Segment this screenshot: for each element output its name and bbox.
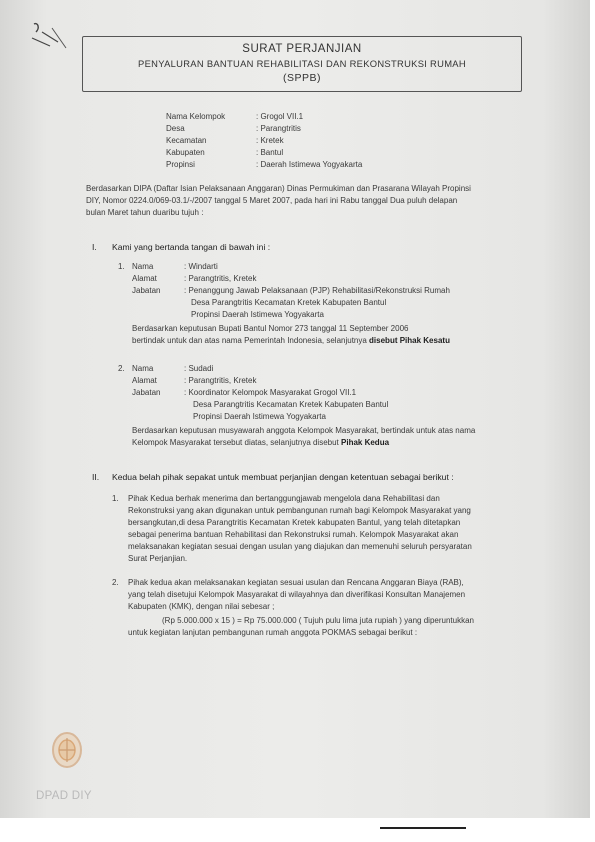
section2-heading: Kedua belah pihak sepakat untuk membuat perjanjian dengan ketentuan sebagai berikut : xyxy=(112,472,454,482)
intro-line: DIY, Nomor 0224.0/069-03.1/-/2007 tanggal 5 Maret 2007, pada hari ini Rabu tanggal Dua puluh delapan xyxy=(86,196,458,205)
clause1-line: sebagai penerima bantuan Rehabilitasi dan Rekonstruksi rumah. Kelompok Masyarakat akan xyxy=(128,530,459,539)
kelompok-value-nama: : Grogol VII.1 xyxy=(256,112,304,121)
clause2-line: yang telah disetujui Kelompok Masyarakat di wilayahnya dan diverifikasi Konsultan Manajemen xyxy=(128,590,466,599)
party2-value-jabatan: : Koordinator Kelompok Masyarakat Grogol VII.1 xyxy=(184,388,357,397)
intro-line: Berdasarkan DIPA (Daftar Isian Pelaksanaan Anggaran) Dinas Permukiman dan Prasarana Wilayah Propinsi xyxy=(86,184,471,193)
clause2-number: 2. xyxy=(112,578,119,587)
party1-acting xyxy=(132,336,450,345)
kelompok-label-kabupaten: Kabupaten xyxy=(166,148,205,157)
party2-basis: Berdasarkan keputusan musyawarah anggota Kelompok Masyarakat, bertindak untuk atas nama xyxy=(132,426,476,435)
party1-basis: Berdasarkan keputusan Bupati Bantul Nomor 273 tanggal 11 September 2006 xyxy=(132,324,409,333)
kelompok-label-propinsi: Propinsi xyxy=(166,160,195,169)
clause1-line: bersangkutan,di desa Parangtritis Kecamatan Kretek kabupaten Bantul, yang telah ditetapkan xyxy=(128,518,461,527)
document-code: (SPPB) xyxy=(282,72,321,84)
kelompok-label-kecamatan: Kecamatan xyxy=(166,136,207,145)
party2-label-jabatan: Jabatan xyxy=(132,388,161,397)
party2-acting-text: Kelompok Masyarakat tersebut diatas, selanjutnya disebut xyxy=(132,438,342,447)
intro-line: bulan Maret tahun duaribu tujuh : xyxy=(86,208,204,217)
kelompok-label-nama: Nama Kelompok xyxy=(166,112,226,121)
document-title: SURAT PERJANJIAN xyxy=(242,43,362,55)
party2-jabatan-cont: Propinsi Daerah Istimewa Yogyakarta xyxy=(193,412,326,421)
party2-acting xyxy=(132,438,389,447)
party1-label-jabatan: Jabatan xyxy=(132,286,161,295)
party2-number: 2. xyxy=(118,364,125,373)
clause2-line: Pihak kedua akan melaksanakan kegiatan sesuai usulan dan Rencana Anggaran Biaya (RAB), xyxy=(128,578,464,587)
party1-value-jabatan: : Penanggung Jawab Pelaksanaan (PJP) Rehabilitasi/Rekonstruksi Rumah xyxy=(184,286,450,295)
clause2-line: Kabupaten (KMK), dengan nilai sebesar ; xyxy=(128,602,275,611)
closing-line: untuk kegiatan lanjutan pembangunan rumah anggota POKMAS sebagai berikut : xyxy=(128,628,418,637)
section1-heading: Kami yang bertanda tangan di bawah ini : xyxy=(112,242,271,252)
party2-jabatan-cont: Desa Parangtritis Kecamatan Kretek Kabupaten Bantul xyxy=(193,400,389,409)
section1-number: I. xyxy=(92,242,97,252)
party2-label-nama: Nama xyxy=(132,364,154,373)
party1-acting-text: bertindak untuk dan atas nama Pemerintah Indonesia, selanjutnya xyxy=(132,336,370,345)
party2-designation: Pihak Kedua xyxy=(341,438,390,447)
clause1-line: Surat Perjanjian. xyxy=(128,554,188,563)
kelompok-value-kecamatan: : Kretek xyxy=(256,136,284,145)
clause1-line: Pihak Kedua berhak menerima dan bertanggungjawab mengelola dana Rehabilitasi dan xyxy=(128,494,440,503)
party2-value-nama: : Sudadi xyxy=(184,364,214,373)
kelompok-value-desa: : Parangtritis xyxy=(256,124,301,133)
party1-jabatan-cont: Propinsi Daerah Istimewa Yogyakarta xyxy=(191,310,324,319)
document-subtitle: PENYALURAN BANTUAN REHABILITASI DAN REKONSTRUKSI RUMAH xyxy=(138,58,466,69)
kelompok-label-desa: Desa xyxy=(166,124,185,133)
party1-label-alamat: Alamat xyxy=(132,274,157,283)
bottom-underline xyxy=(380,827,466,829)
party1-value-nama: : Windarti xyxy=(184,262,218,271)
party1-designation: disebut Pihak Kesatu xyxy=(369,336,450,345)
kelompok-value-propinsi: : Daerah Istimewa Yogyakarta xyxy=(256,160,363,169)
section2-number: II. xyxy=(92,472,100,482)
party1-value-alamat: : Parangtritis, Kretek xyxy=(184,274,257,283)
stamp-watermark: DPAD DIY xyxy=(36,790,92,802)
party2-label-alamat: Alamat xyxy=(132,376,157,385)
party1-number: 1. xyxy=(118,262,125,271)
clause1-line: melaksanakan kegiatan sesuai dengan usulan yang diajukan dan memenuhi seluruh persyaratan xyxy=(128,542,472,551)
party1-label-nama: Nama xyxy=(132,262,154,271)
clause1-number: 1. xyxy=(112,494,119,503)
party2-value-alamat: : Parangtritis, Kretek xyxy=(184,376,257,385)
emblem-seal-icon xyxy=(50,730,84,770)
handwritten-mark xyxy=(28,18,72,52)
kelompok-value-kabupaten: : Bantul xyxy=(256,148,284,157)
amount-line: (Rp 5.000.000 x 15 ) = Rp 75.000.000 ( Tujuh pulu lima juta rupiah ) yang diperuntukkan xyxy=(162,616,474,625)
clause1-line: Rekonstruksi yang akan digunakan untuk pembangunan rumah bagi Kelompok Masyarakat yang xyxy=(128,506,471,515)
party1-jabatan-cont: Desa Parangtritis Kecamatan Kretek Kabupaten Bantul xyxy=(191,298,387,307)
